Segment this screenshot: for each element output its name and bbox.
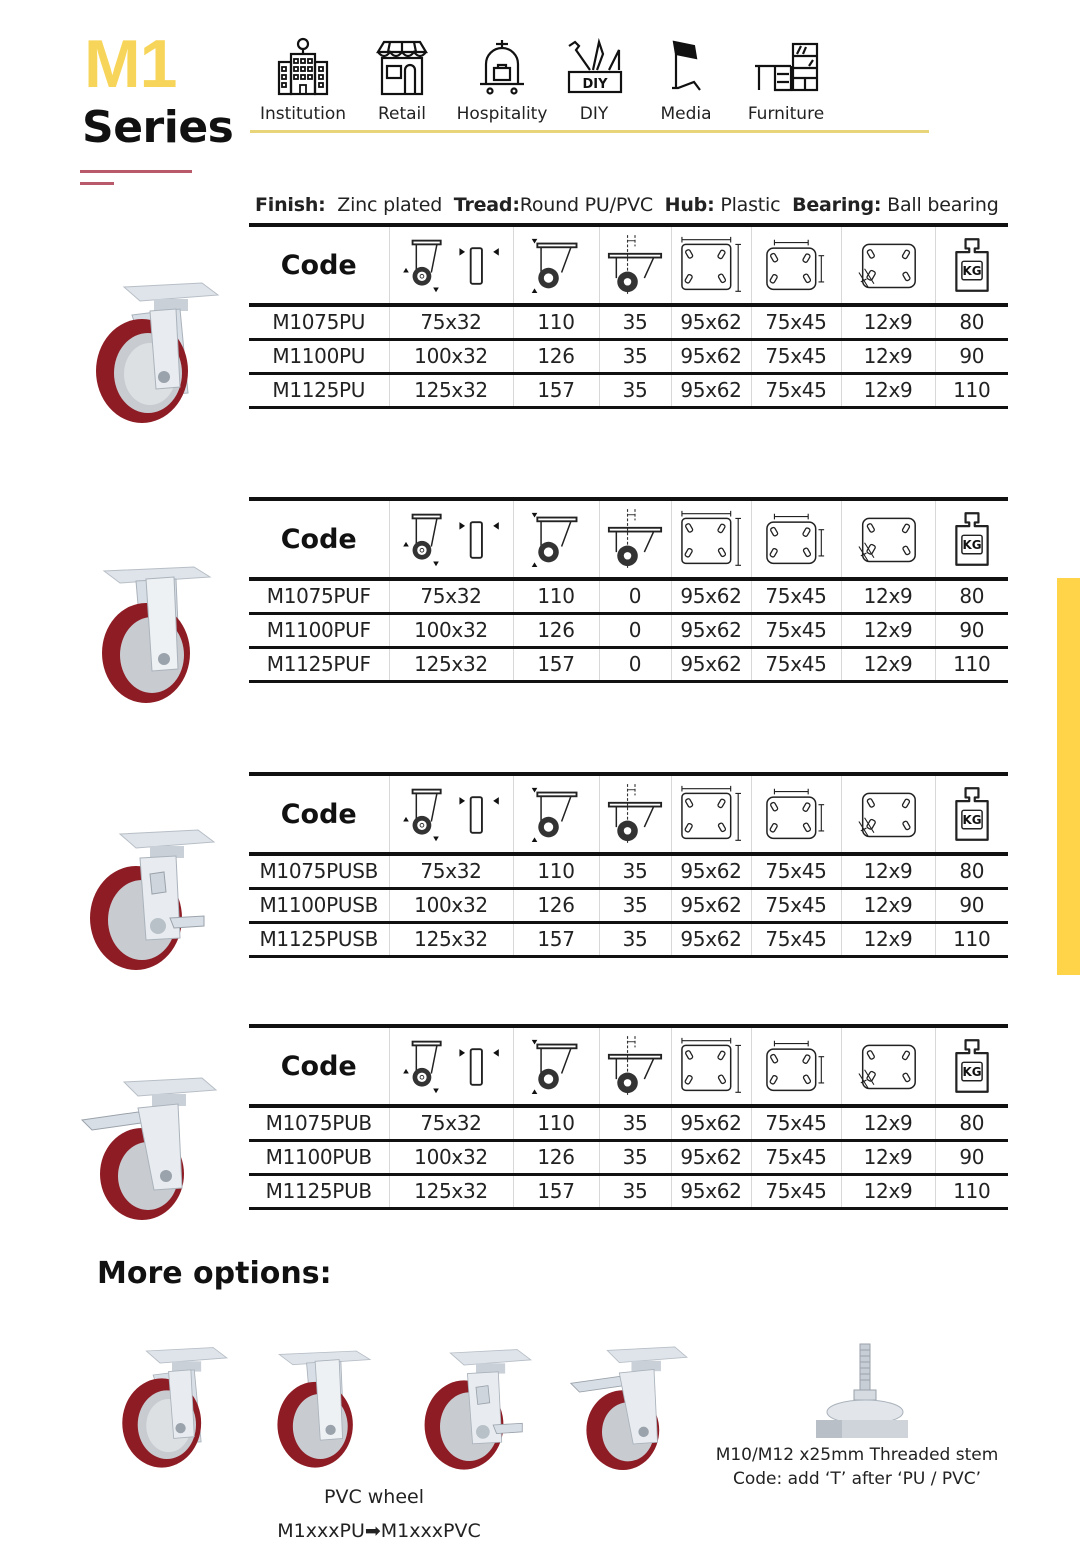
industry-retail xyxy=(366,36,438,124)
cell-height: 110 xyxy=(513,305,599,339)
hub-label: Hub: xyxy=(664,194,715,216)
table-row xyxy=(249,339,1008,373)
cell-offset: 0 xyxy=(599,613,671,647)
swivel-offset-icon xyxy=(607,509,663,569)
table-row xyxy=(249,1174,1008,1208)
cell-wheel: 75x32 xyxy=(389,854,513,888)
spec-table-side-brake xyxy=(249,772,1008,958)
bearing-value: Ball bearing xyxy=(887,194,999,216)
spec-table-swivel xyxy=(249,223,1008,409)
tread-label: Tread: xyxy=(453,194,520,216)
table-row xyxy=(249,854,1008,888)
cell-load: 80 xyxy=(935,305,1008,339)
cell-height: 126 xyxy=(513,613,599,647)
arrow-right-icon: ➡ xyxy=(364,1520,381,1542)
cell-plate: 95x62 xyxy=(671,339,751,373)
industry-label: Furniture xyxy=(747,104,825,124)
retail-store-icon xyxy=(372,36,432,96)
cell-plate: 95x62 xyxy=(671,888,751,922)
cell-plate: 95x62 xyxy=(671,1140,751,1174)
cell-holes: 75x45 xyxy=(751,1174,841,1208)
swivel-offset-icon xyxy=(607,1036,663,1096)
load-kg-icon xyxy=(949,1036,995,1096)
finish-value: Zinc plated xyxy=(337,194,443,216)
cell-plate: 95x62 xyxy=(671,1106,751,1140)
option-total-brake-pvc-image xyxy=(566,1340,690,1470)
industry-label: Institution xyxy=(259,104,347,124)
option-swivel-pvc-image xyxy=(112,1340,232,1470)
cell-offset: 35 xyxy=(599,854,671,888)
industry-label: Retail xyxy=(377,104,427,124)
load-kg-icon xyxy=(949,509,995,569)
table-header-row xyxy=(249,499,1008,579)
spec-table-fixed xyxy=(249,497,1008,683)
table-row xyxy=(249,647,1008,681)
cell-height: 110 xyxy=(513,854,599,888)
cell-load: 110 xyxy=(935,647,1008,681)
wheel-size-icon xyxy=(399,235,503,295)
wheel-size-icon xyxy=(399,509,503,569)
cell-plate: 95x62 xyxy=(671,305,751,339)
cell-load: 90 xyxy=(935,613,1008,647)
cell-wheel: 125x32 xyxy=(389,922,513,956)
table-row xyxy=(249,613,1008,647)
table-header-row xyxy=(249,225,1008,305)
cell-offset: 0 xyxy=(599,579,671,613)
cell-offset: 35 xyxy=(599,1174,671,1208)
svg-text:DIY: DIY xyxy=(582,77,608,92)
wheel-size-icon xyxy=(399,1036,503,1096)
cell-code: M1100PUF xyxy=(266,618,371,642)
cell-code: M1075PUF xyxy=(266,584,371,609)
cell-wheel: 125x32 xyxy=(389,647,513,681)
swivel-offset-icon xyxy=(607,235,663,295)
bolt-hole-spacing-icon xyxy=(762,509,830,569)
caster-total-brake-image xyxy=(78,1070,218,1220)
cell-hole-size: 12x9 xyxy=(841,854,935,888)
cell-holes: 75x45 xyxy=(751,854,841,888)
tread-value: Round PU/PVC xyxy=(519,194,653,216)
industry-label: Hospitality xyxy=(456,104,548,124)
page-edge-accent-bar xyxy=(1057,578,1080,975)
cell-height: 157 xyxy=(513,647,599,681)
cell-load: 90 xyxy=(935,339,1008,373)
cell-wheel: 100x32 xyxy=(389,888,513,922)
pvc-code-conversion xyxy=(264,1520,494,1542)
total-height-icon xyxy=(528,1036,584,1096)
cell-hole-size: 12x9 xyxy=(841,613,935,647)
spec-line xyxy=(255,194,999,216)
caster-fixed-image xyxy=(84,555,224,705)
cell-height: 126 xyxy=(513,339,599,373)
cell-wheel: 75x32 xyxy=(389,579,513,613)
cell-height: 110 xyxy=(513,1106,599,1140)
industry-hospitality xyxy=(452,36,552,124)
hospitality-luggage-cart-icon xyxy=(472,36,532,96)
industry-diy xyxy=(558,36,630,124)
caster-side-brake-image xyxy=(80,822,220,972)
code-header: Code xyxy=(280,523,357,555)
cell-code: M1125PUSB xyxy=(259,927,379,951)
cell-height: 126 xyxy=(513,1140,599,1174)
cell-code: M1125PU xyxy=(272,378,366,402)
cell-holes: 75x45 xyxy=(751,339,841,373)
cell-plate: 95x62 xyxy=(671,922,751,956)
load-kg-icon xyxy=(949,784,995,844)
industry-divider xyxy=(250,130,929,133)
cell-load: 80 xyxy=(935,579,1008,613)
table-row xyxy=(249,888,1008,922)
title-underline-short xyxy=(80,182,114,185)
cell-plate: 95x62 xyxy=(671,647,751,681)
cell-hole-size: 12x9 xyxy=(841,1106,935,1140)
table-header-row xyxy=(249,1026,1008,1106)
table-row xyxy=(249,579,1008,613)
cell-wheel: 75x32 xyxy=(389,1106,513,1140)
cell-load: 90 xyxy=(935,1140,1008,1174)
series-code: M1 xyxy=(84,26,177,102)
code-header: Code xyxy=(280,1050,357,1082)
code-header: Code xyxy=(280,249,357,281)
cell-code: M1125PUF xyxy=(266,652,371,676)
cell-wheel: 100x32 xyxy=(389,1140,513,1174)
cell-wheel: 125x32 xyxy=(389,1174,513,1208)
cell-code: M1100PU xyxy=(272,344,366,368)
cell-height: 157 xyxy=(513,922,599,956)
bolt-hole-spacing-icon xyxy=(762,784,830,844)
cell-holes: 75x45 xyxy=(751,373,841,407)
cell-holes: 75x45 xyxy=(751,888,841,922)
industry-label: Media xyxy=(660,104,712,124)
media-stand-icon xyxy=(656,36,716,96)
title-underline-long xyxy=(80,170,192,173)
cell-holes: 75x45 xyxy=(751,613,841,647)
cell-code: M1075PU xyxy=(272,310,366,335)
cell-code: M1075PUB xyxy=(265,1111,372,1136)
cell-height: 157 xyxy=(513,373,599,407)
cell-hole-size: 12x9 xyxy=(841,647,935,681)
pvc-code-to: M1xxxPVC xyxy=(380,1520,481,1542)
cell-code: M1100PUSB xyxy=(259,893,379,917)
bolt-hole-size-icon xyxy=(854,1036,922,1096)
swivel-offset-icon xyxy=(607,784,663,844)
table-row xyxy=(249,1106,1008,1140)
industry-furniture xyxy=(742,36,830,124)
plate-size-icon xyxy=(677,509,745,569)
table-header-row xyxy=(249,774,1008,854)
cell-offset: 0 xyxy=(599,647,671,681)
industry-label: DIY xyxy=(579,104,609,124)
table-row xyxy=(249,373,1008,407)
pvc-code-from: M1xxxPU xyxy=(277,1520,365,1542)
more-options-title: More options: xyxy=(97,1256,332,1291)
table-row xyxy=(249,1140,1008,1174)
cell-offset: 35 xyxy=(599,922,671,956)
cell-load: 110 xyxy=(935,373,1008,407)
bearing-label: Bearing: xyxy=(792,194,882,216)
caster-swivel-image xyxy=(84,275,224,425)
option-side-brake-pvc-image xyxy=(416,1342,536,1472)
cell-hole-size: 12x9 xyxy=(841,888,935,922)
total-height-icon xyxy=(528,509,584,569)
cell-wheel: 100x32 xyxy=(389,613,513,647)
pvc-wheel-caption: PVC wheel xyxy=(323,1486,424,1508)
cell-plate: 95x62 xyxy=(671,854,751,888)
cell-plate: 95x62 xyxy=(671,1174,751,1208)
plate-size-icon xyxy=(677,1036,745,1096)
cell-hole-size: 12x9 xyxy=(841,1174,935,1208)
cell-holes: 75x45 xyxy=(751,305,841,339)
cell-height: 110 xyxy=(513,579,599,613)
threaded-stem-caption xyxy=(712,1443,1002,1491)
cell-code: M1075PUSB xyxy=(259,859,379,884)
cell-code: M1100PUB xyxy=(265,1145,372,1169)
plate-size-icon xyxy=(677,784,745,844)
cell-holes: 75x45 xyxy=(751,579,841,613)
industry-institution xyxy=(258,36,348,124)
threaded-stem-image xyxy=(808,1340,918,1438)
cell-offset: 35 xyxy=(599,373,671,407)
spec-table-total-brake xyxy=(249,1024,1008,1210)
cell-hole-size: 12x9 xyxy=(841,373,935,407)
cell-load: 110 xyxy=(935,1174,1008,1208)
cell-wheel: 125x32 xyxy=(389,373,513,407)
code-header: Code xyxy=(280,798,357,830)
cell-code: M1125PUB xyxy=(265,1179,372,1203)
cell-wheel: 75x32 xyxy=(389,305,513,339)
threaded-stem-spec: M10/M12 x25mm Threaded stem xyxy=(715,1445,999,1465)
finish-label: Finish: xyxy=(255,194,326,216)
cell-holes: 75x45 xyxy=(751,1106,841,1140)
cell-hole-size: 12x9 xyxy=(841,1140,935,1174)
cell-plate: 95x62 xyxy=(671,613,751,647)
table-row xyxy=(249,922,1008,956)
cell-load: 80 xyxy=(935,1106,1008,1140)
cell-hole-size: 12x9 xyxy=(841,305,935,339)
cell-load: 90 xyxy=(935,888,1008,922)
wheel-size-icon xyxy=(399,784,503,844)
institution-building-icon xyxy=(273,36,333,96)
cell-offset: 35 xyxy=(599,888,671,922)
cell-plate: 95x62 xyxy=(671,373,751,407)
cell-hole-size: 12x9 xyxy=(841,922,935,956)
load-kg-icon xyxy=(949,235,995,295)
cell-height: 126 xyxy=(513,888,599,922)
total-height-icon xyxy=(528,784,584,844)
table-row xyxy=(249,305,1008,339)
cell-load: 110 xyxy=(935,922,1008,956)
bolt-hole-spacing-icon xyxy=(762,235,830,295)
cell-offset: 35 xyxy=(599,339,671,373)
hub-value: Plastic xyxy=(720,194,781,216)
industry-icons xyxy=(250,36,930,132)
cell-holes: 75x45 xyxy=(751,647,841,681)
cell-wheel: 100x32 xyxy=(389,339,513,373)
cell-hole-size: 12x9 xyxy=(841,579,935,613)
bolt-hole-size-icon xyxy=(854,784,922,844)
cell-plate: 95x62 xyxy=(671,579,751,613)
bolt-hole-spacing-icon xyxy=(762,1036,830,1096)
cell-load: 80 xyxy=(935,854,1008,888)
bolt-hole-size-icon xyxy=(854,509,922,569)
cell-offset: 35 xyxy=(599,1140,671,1174)
cell-holes: 75x45 xyxy=(751,1140,841,1174)
threaded-stem-code-rule: Code: add ‘T’ after ‘PU / PVC’ xyxy=(732,1469,982,1489)
cell-height: 157 xyxy=(513,1174,599,1208)
cell-offset: 35 xyxy=(599,1106,671,1140)
series-title: Series xyxy=(82,102,234,153)
bolt-hole-size-icon xyxy=(854,235,922,295)
cell-offset: 35 xyxy=(599,305,671,339)
diy-toolbox-icon xyxy=(563,36,625,96)
cell-holes: 75x45 xyxy=(751,922,841,956)
total-height-icon xyxy=(528,235,584,295)
plate-size-icon xyxy=(677,235,745,295)
industry-media xyxy=(650,36,722,124)
furniture-desk-icon xyxy=(751,36,821,96)
cell-hole-size: 12x9 xyxy=(841,339,935,373)
option-fixed-pvc-image xyxy=(262,1340,382,1470)
